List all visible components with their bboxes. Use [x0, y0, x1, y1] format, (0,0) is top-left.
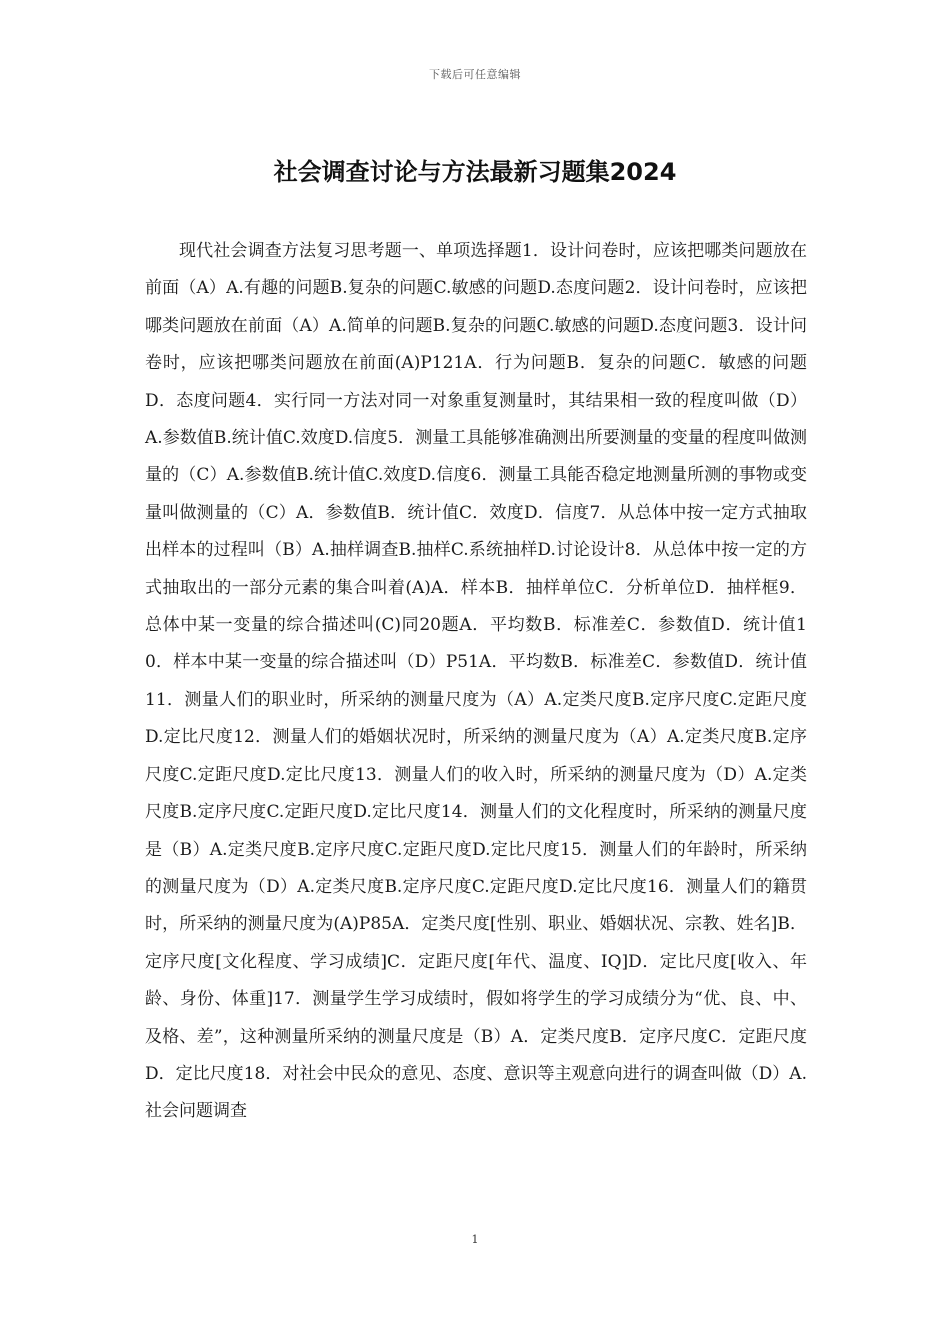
page-number: 1 [471, 1233, 479, 1246]
page-header: 下载后可任意编辑 [429, 68, 521, 81]
document-title: 社会调查讨论与方法最新习题集2024 [273, 158, 677, 186]
document-body: 现代社会调查方法复习思考题一、单项选择题1．设计问卷时，应该把哪类问题放在前面（A）A.有趣的问题B.复杂的问题C.敏感的问题D.态度问题2．设计问卷时，应该把哪类问题放在前面（A）A.简单的问题B.复杂的问题C.敏感的问题D.态度问题3．设计问卷时，应该把哪类问题放在前面(A)P121A．行为问题B．复杂的问题C．敏感的问题D．态度问题4．实行同一方法对同一对象重复测量时，其结果相一致的程度叫做（D）A.参数值B.统计值C.效度D.信度5．测量工具能够准确测出所要测量的变量的程度叫做测量的（C）A.参数值B.统计值C.效度D.信度6．测量工具能否稳定地测量所测的事物或变量叫做测量的（C）A．参数值B．统计值C．效度D．信度7．从总体中按一定方式抽取出样本的过程叫（B）A.抽样调查B.抽样C.系统抽样D.讨论设计8．从总体中按一定的方式抽取出的一部分元素的集合叫着(A)A．样本B．抽样单位C．分析单位D．抽样框9．总体中某一变量的综合描述叫(C)同20题A．平均数B．标准差C．参数值D．统计值10．样本中某一变量的综合描述叫（D）P51A．平均数B．标准差C．参数值D．统计值11．测量人们的职业时，所采纳的测量尺度为（A）A.定类尺度B.定序尺度C.定距尺度D.定比尺度12．测量人们的婚姻状况时，所采纳的测量尺度为（A）A.定类尺度B.定序尺度C.定距尺度D.定比尺度13．测量人们的收入时，所采纳的测量尺度为（D）A.定类尺度B.定序尺度C.定距尺度D.定比尺度14．测量人们的文化程度时，所采纳的测量尺度是（B）A.定类尺度B.定序尺度C.定距尺度D.定比尺度15．测量人们的年龄时，所采纳的测量尺度为（D）A.定类尺度B.定序尺度C.定距尺度D.定比尺度16．测量人们的籍贯时，所采纳的测量尺度为(A)P85A．定类尺度[性别、职业、婚姻状况、宗教、姓名]B．定序尺度[文化程度、学习成绩]C．定距尺度[年代、温度、IQ]D．定比尺度[收入、年龄、身份、体重]17．测量学生学习成绩时，假如将学生的学习成绩分为“优、良、中、及格、差”，这种测量所采纳的测量尺度是（B）A．定类尺度B．定序尺度C．定距尺度D．定比尺度18．对社会中民众的意见、态度、意识等主观意向进行的调查叫做（D）A.社会问题调查 [145, 241, 808, 1122]
